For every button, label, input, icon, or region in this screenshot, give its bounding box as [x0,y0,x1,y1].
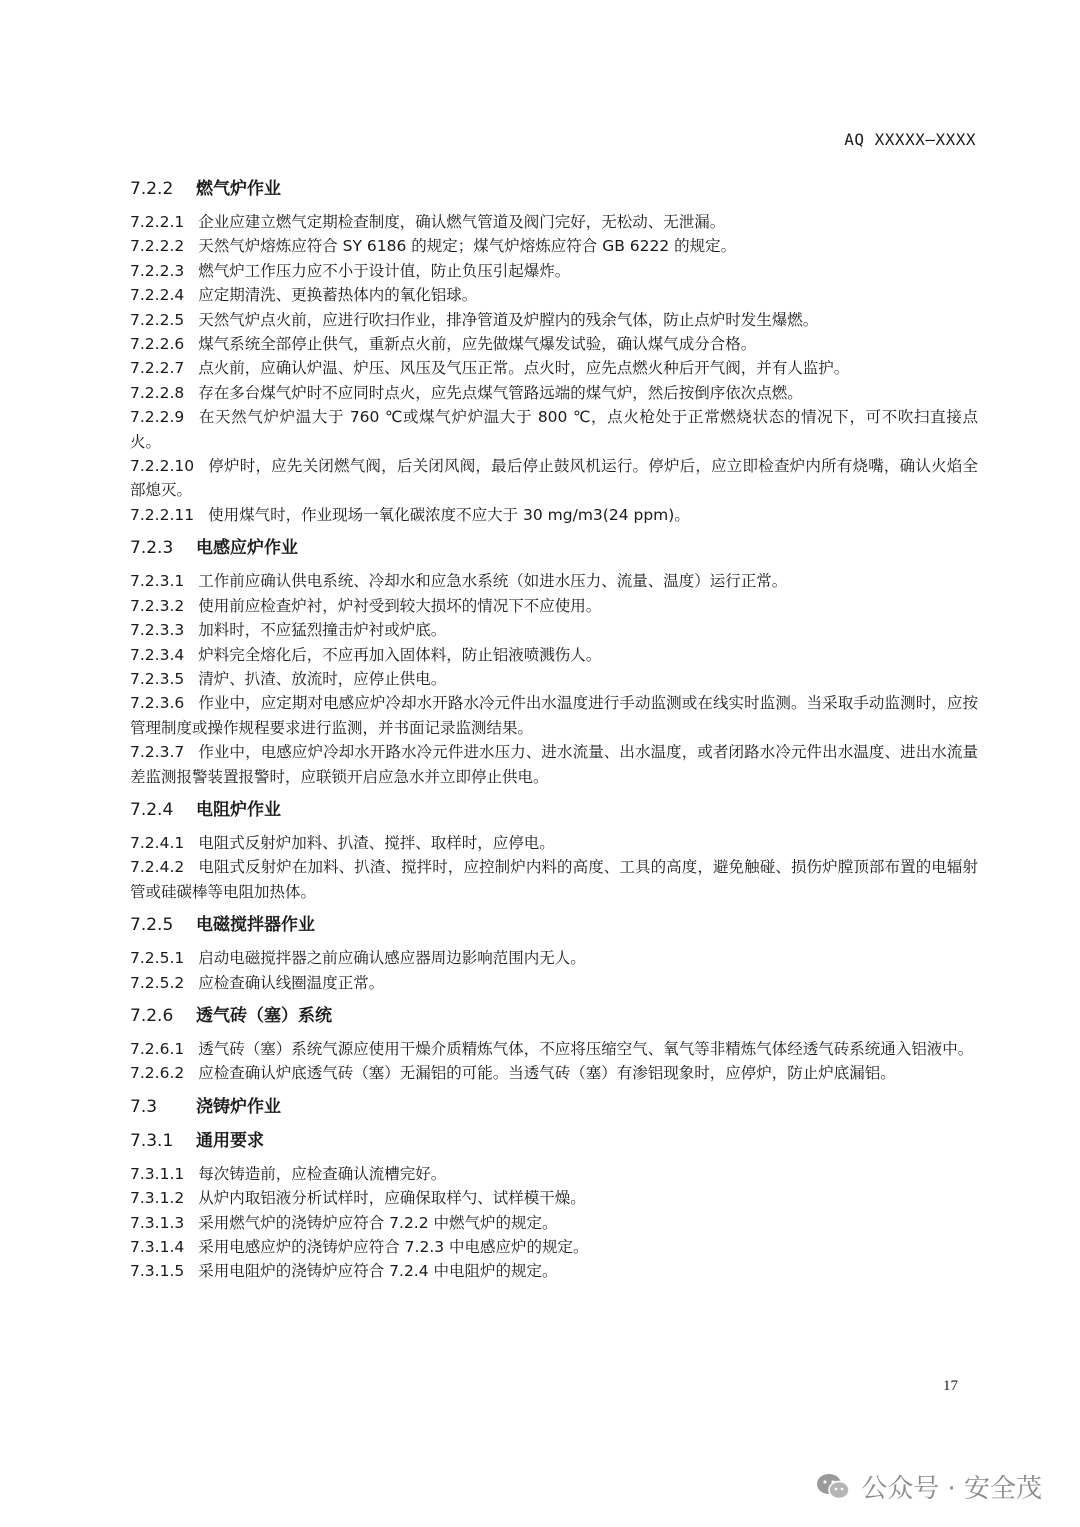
clause [130,667,978,691]
clause [130,259,978,283]
clause-text: 炉料完全熔化后，不应再加入固体料，防止铝液喷溅伤人。 [198,645,602,664]
clause [130,210,978,234]
clause [130,332,978,356]
section-heading [130,535,978,561]
clause-text: 启动电磁搅拌器之前应确认感应器周边影响范围内无人。 [198,949,586,968]
clause-number: 7.2.2.7 [130,359,185,378]
clause-number: 7.2.2.11 [130,505,195,524]
clause-number: 7.2.2.8 [130,383,185,402]
clause-number: 7.3.1.3 [130,1213,185,1232]
clause-number: 7.3.1.4 [130,1238,185,1256]
clause-number: 7.2.5.2 [130,973,185,992]
clause-text: 使用前应检查炉衬，炉衬受到较大损坏的情况下不应使用。 [198,596,602,615]
section-title: 透气砖（塞）系统 [196,1005,332,1026]
clause [130,503,978,527]
clause-text: 应检查确认线圈温度正常。 [198,973,385,992]
clause-number: 7.2.2.6 [130,335,185,354]
section-number: 7.3.1 [130,1130,174,1151]
clause-number: 7.2.6.1 [130,1039,185,1058]
clause-number: 7.2.3.7 [130,743,185,762]
clause-text: 采用电阻炉的浇铸炉应符合 7.2.4 中电阻炉的规定。 [198,1262,558,1281]
section-number: 7.2.2 [130,179,174,199]
clause-number: 7.2.4.1 [130,833,185,852]
clause-text: 工作前应确认供电系统、冷却水和应急水系统（如进水压力、流量、温度）运行正常。 [198,572,788,591]
clause-text: 透气砖（塞）系统气源应使用干燥介质精炼气体，不应将压缩空气、氧气等非精炼气体经透气砖系统通入铝液中。 [198,1039,974,1058]
clause [130,594,978,618]
clause-number: 7.2.2.2 [130,237,185,256]
clause [130,234,978,258]
clause-text: 采用燃气炉的浇铸炉应符合 7.2.2 中燃气炉的规定。 [198,1213,558,1232]
clause-number: 7.2.2.4 [130,286,185,305]
clause-number: 7.2.3.3 [130,621,185,640]
clause [130,691,978,740]
clause [130,381,978,405]
section-number: 7.2.3 [130,538,174,559]
section-heading [130,912,978,938]
section-title: 浇铸炉作业 [196,1096,281,1117]
clause-text: 在天然气炉炉温大于 760 ℃或煤气炉炉温大于 800 ℃，点火枪处于正常燃烧状态的情况下，可不吹扫直接点火。 [130,408,978,451]
clause-text: 停炉时，应先关闭燃气阀，后关闭风阀，最后停止鼓风机运行。停炉后，应立即检查炉内所有烧嘴，确认火焰全部熄灭。 [130,457,978,500]
clause-text: 清炉、扒渣、放流时，应停止供电。 [198,669,447,688]
clause-text: 应定期清洗、更换蓄热体内的氧化铝球。 [198,286,478,305]
wechat-icon [815,1472,851,1502]
section-heading [130,1003,978,1029]
clause [130,283,978,307]
clause-text: 应检查确认炉底透气砖（塞）无漏铝的可能。当透气砖（塞）有渗铝现象时，应停炉，防止炉底漏铝。 [198,1064,896,1083]
clause-number: 7.3.1.5 [130,1262,185,1281]
section-title: 电阻炉作业 [196,799,281,820]
clause-number: 7.2.4.2 [130,858,185,877]
clause [130,855,978,904]
clause-number: 7.2.5.1 [130,949,185,968]
clause-number: 7.2.3.1 [130,572,185,591]
clause-text: 作业中，应定期对电感应炉冷却水开路水冷元件出水温度进行手动监测或在线实时监测。当采取手动监测时，应按管理制度或操作规程要求进行监测，并书面记录监测结果。 [130,694,978,737]
clause [130,1037,978,1061]
clause [130,1061,978,1085]
clause-number: 7.2.6.2 [130,1064,185,1083]
clause [130,1259,978,1283]
section-heading [130,1128,978,1154]
clause-text: 天然气炉点火前，应进行吹扫作业，排净管道及炉膛内的残余气体，防止点炉时发生爆燃。 [198,310,819,329]
clause-number: 7.2.3.2 [130,596,185,615]
section-number: 7.2.5 [130,915,174,936]
clause-number: 7.3.1.2 [130,1189,185,1208]
clause [130,405,978,454]
clause-text: 点火前，应确认炉温、炉压、风压及气压正常。点火时，应先点燃火种后开气阀，并有人监护。 [198,359,850,378]
clause-number: 7.2.2.9 [130,408,185,427]
clause-text: 燃气炉工作压力应不小于设计值，防止负压引起爆炸。 [198,261,571,280]
clause-text: 电阻式反射炉在加料、扒渣、搅拌时，应控制炉内料的高度、工具的高度，避免触碰、损伤炉膛顶部布置的电辐射管或硅碳棒等电阻加热体。 [130,858,978,901]
section-title: 电磁搅拌器作业 [196,915,315,936]
clause-number: 7.2.3.4 [130,645,185,664]
section-heading [130,797,978,823]
clause-number: 7.3.1.1 [130,1164,185,1183]
section-title: 燃气炉作业 [196,179,281,199]
clause-number: 7.2.3.6 [130,694,185,713]
section-number: 7.3 [130,1096,158,1117]
clause-text: 煤气系统全部停止供气，重新点火前，应先做煤气爆发试验，确认煤气成分合格。 [198,335,757,354]
watermark-text: 公众号 · 安全茂 [861,1474,1042,1504]
section-heading [130,176,978,202]
section-number: 7.2.6 [130,1005,174,1026]
clause-text: 每次铸造前，应检查确认流槽完好。 [198,1164,447,1183]
clause [130,454,978,503]
clause-number: 7.2.2.3 [130,261,185,280]
clause-number: 7.2.2.1 [130,213,185,231]
clause-number: 7.2.2.5 [130,310,185,329]
section-title: 电感应炉作业 [196,538,298,559]
clause [130,1235,978,1259]
clause [130,618,978,642]
clause-text: 天然气炉熔炼应符合 SY 6186 的规定；煤气炉熔炼应符合 GB 6222 的规定。 [198,237,737,256]
clause [130,569,978,593]
clause-text: 电阻式反射炉加料、扒渣、搅拌、取样时，应停电。 [198,833,555,852]
standard-code: AQ XXXXX—XXXX [844,130,976,149]
clause [130,1162,978,1186]
clause [130,308,978,332]
section-heading [130,1094,978,1120]
document-body [130,176,978,1284]
clause-text: 存在多台煤气炉时不应同时点火，应先点煤气管路远端的煤气炉，然后按倒序依次点燃。 [198,383,803,402]
clause [130,831,978,855]
clause-number: 7.2.3.5 [130,669,185,688]
clause [130,643,978,667]
clause [130,1186,978,1210]
clause-text: 加料时，不应猛烈撞击炉衬或炉底。 [198,621,447,640]
page-number: 17 [943,1378,958,1394]
watermark [815,1468,1042,1505]
clause [130,740,978,789]
clause-text: 企业应建立燃气定期检查制度，确认燃气管道及阀门完好，无松动、无泄漏。 [198,213,726,231]
section-title: 通用要求 [196,1130,264,1151]
clause [130,971,978,995]
section-number: 7.2.4 [130,799,174,820]
clause [130,356,978,380]
clause-text: 采用电感应炉的浇铸炉应符合 7.2.3 中电感应炉的规定。 [198,1238,589,1256]
clause-text: 作业中，电感应炉冷却水开路水冷元件进水压力、进水流量、出水温度，或者闭路水冷元件出水温度、进出水流量差监测报警装置报警时，应联锁开启应急水并立即停止供电。 [130,743,978,786]
clause [130,1211,978,1235]
clause-text: 使用煤气时，作业现场一氧化碳浓度不应大于 30 mg/m3(24 ppm)。 [208,505,690,524]
clause [130,946,978,970]
clause-text: 从炉内取铝液分析试样时，应确保取样勺、试样模干燥。 [198,1189,586,1208]
clause-number: 7.2.2.10 [130,457,195,476]
